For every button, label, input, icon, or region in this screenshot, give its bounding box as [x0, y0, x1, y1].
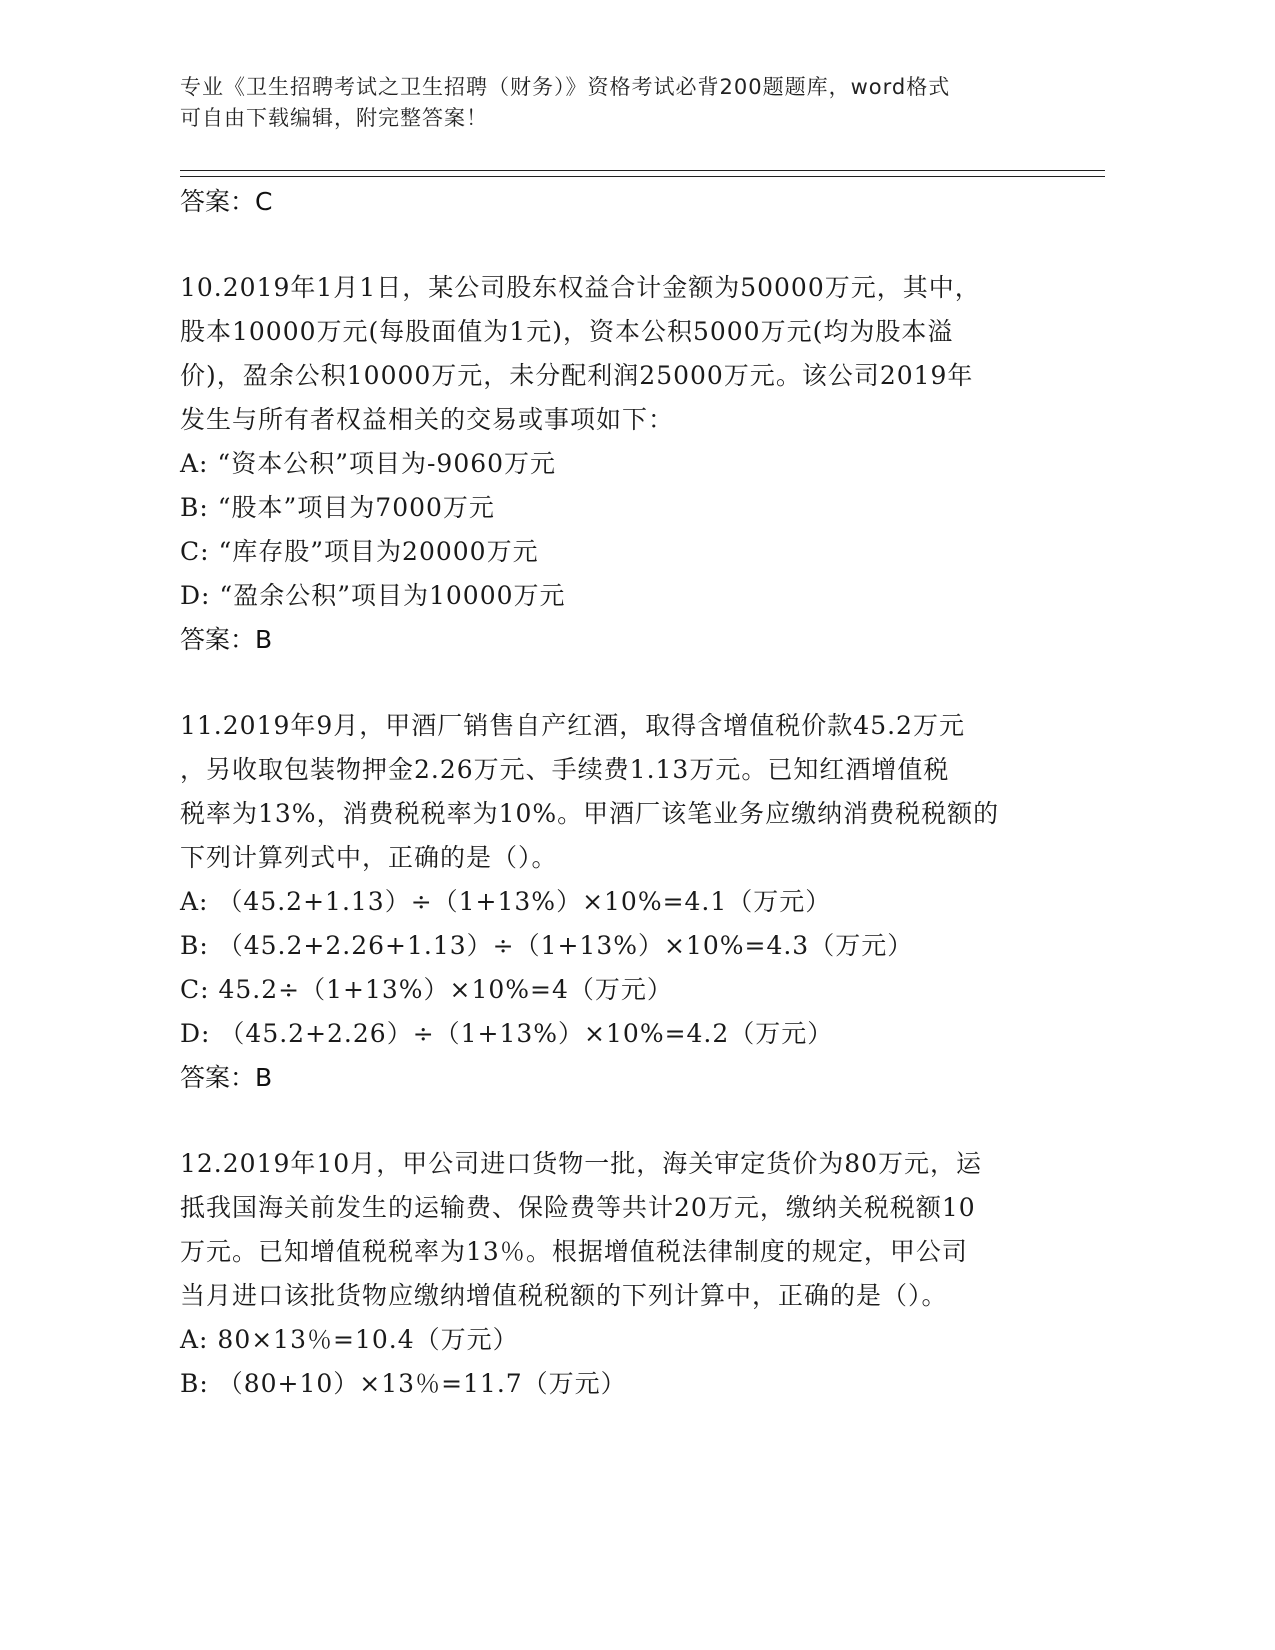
option-b: B: （80+10）×13％=11.7（万元） [180, 1369, 627, 1398]
answer-line: 答案：B [180, 625, 273, 654]
header-line-1: 专业《卫生招聘考试之卫生招聘（财务）》资格考试必背200题题库，word格式 [180, 75, 951, 99]
answer-line: 答案：C [180, 187, 273, 216]
stem-line: 当月进口该批货物应缴纳增值税税额的下列计算中，正确的是（）。 [180, 1281, 948, 1310]
stem-line: 发生与所有者权益相关的交易或事项如下： [180, 405, 675, 434]
question-stem [180, 704, 1040, 880]
header-line-2: 可自由下载编辑，附完整答案！ [180, 106, 488, 130]
stem-line: ，另收取包装物押金2.26万元、手续费1.13万元。已知红酒增值税 [180, 755, 950, 784]
stem-line: 股本10000万元(每股面值为1元)，资本公积5000万元(均为股本溢 [180, 317, 954, 346]
spacer [180, 224, 1040, 266]
question-stem [180, 1142, 1040, 1318]
option-d: D: “盈余公积”项目为10000万元 [180, 581, 566, 610]
question-12 [180, 1142, 1040, 1406]
option-a: A: （45.2+1.13）÷（1+13%）×10%=4.1（万元） [180, 887, 832, 916]
header-divider-double [180, 176, 1105, 177]
stem-line: 税率为13%，消费税税率为10%。甲酒厂该笔业务应缴纳消费税税额的 [180, 799, 1000, 828]
stem-line: 价)，盈余公积10000万元，未分配利润25000万元。该公司2019年 [180, 361, 974, 390]
question-stem [180, 266, 1040, 442]
spacer [180, 1100, 1040, 1142]
document-header [180, 72, 1040, 134]
option-b: B: （45.2+2.26+1.13）÷（1+13%）×10%=4.3（万元） [180, 931, 914, 960]
stem-line: 11.2019年9月，甲酒厂销售自产红酒，取得含增值税价款45.2万元 [180, 711, 965, 740]
option-c: C: 45.2÷（1+13%）×10%=4（万元） [180, 975, 673, 1004]
stem-line: 10.2019年1月1日，某公司股东权益合计金额为50000万元，其中， [180, 273, 981, 302]
question-10 [180, 266, 1040, 662]
option-c: C: “库存股”项目为20000万元 [180, 537, 539, 566]
spacer [180, 662, 1040, 704]
header-divider [180, 170, 1105, 171]
option-d: D: （45.2+2.26）÷（1+13%）×10%=4.2（万元） [180, 1019, 834, 1048]
stem-line: 抵我国海关前发生的运输费、保险费等共计20万元，缴纳关税税额10 [180, 1193, 976, 1222]
document-body [180, 180, 1040, 1406]
stem-line: 下列计算列式中，正确的是（）。 [180, 843, 558, 872]
answer-line: 答案：B [180, 1063, 273, 1092]
option-a: A: 80×13％=10.4（万元） [180, 1325, 519, 1354]
option-b: B: “股本”项目为7000万元 [180, 493, 495, 522]
stem-line: 12.2019年10月，甲公司进口货物一批，海关审定货价为80万元，运 [180, 1149, 983, 1178]
question-11 [180, 704, 1040, 1100]
stem-line: 万元。已知增值税税率为13％。根据增值税法律制度的规定，甲公司 [180, 1237, 968, 1266]
option-a: A: “资本公积”项目为-9060万元 [180, 449, 557, 478]
